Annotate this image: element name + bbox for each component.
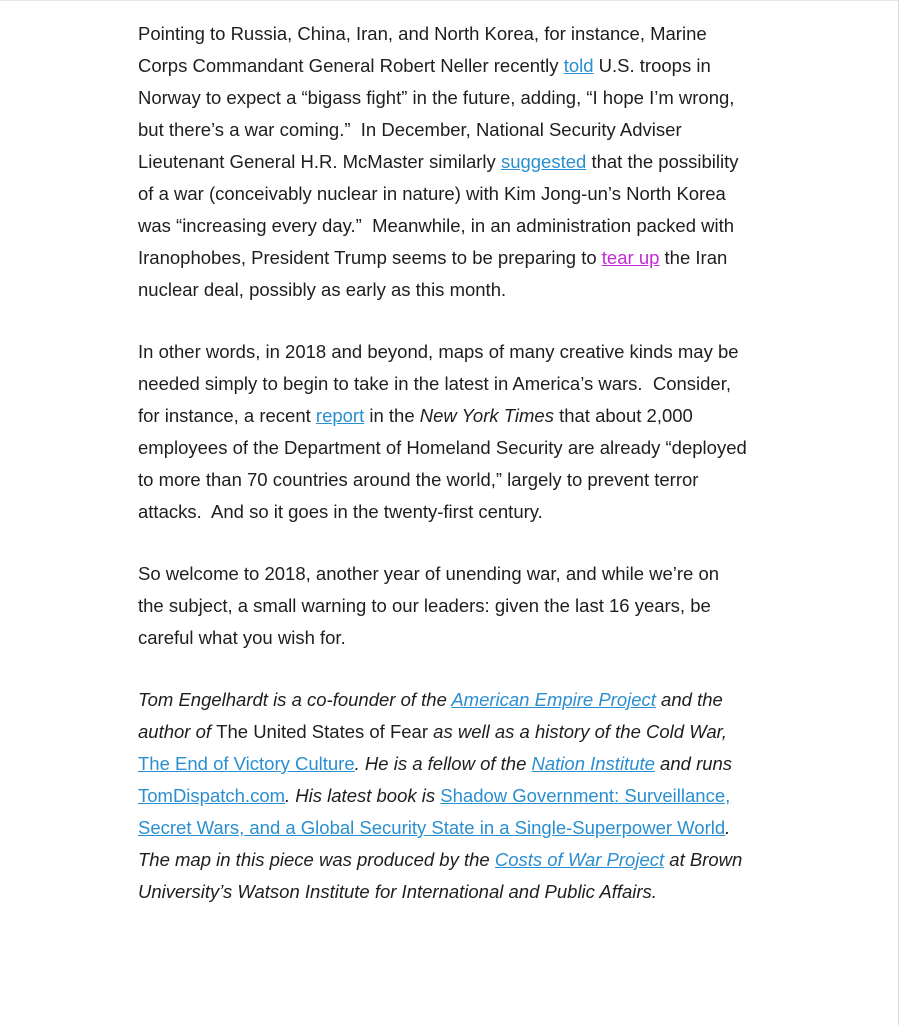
paragraph-text: that about 2,000 employees of the Department of Homeland Security are already “deployed to more than 70 countries around the world,” largely to prevent terror attacks. And so it goes in the twenty-first century.	[138, 405, 747, 522]
paragraph-text: U.S. troops in Norway to expect a “bigass fight” in the future, adding, “I hope I’m wrong, but there’s a war coming.” In December, National Security Adviser Lieutenant General H.R. McMaster similarly	[138, 55, 735, 172]
link-shadow-government[interactable]: Shadow Government: Surveillance, Secret Wars, and a Global Security State in a Single-Superpower World	[138, 785, 731, 838]
bio-text: Tom Engelhardt is a co-founder of the	[138, 689, 452, 710]
article-body	[138, 18, 748, 938]
bio-text: and runs	[654, 753, 733, 774]
paragraph-text: In other words, in 2018 and beyond, maps of many creative kinds may be needed simply to begin to take in the latest in America’s wars. Consider, for instance, a recent	[138, 341, 739, 426]
author-bio	[138, 684, 748, 908]
link-tear-up[interactable]: tear up	[601, 247, 660, 268]
link-suggested[interactable]: suggested	[500, 151, 587, 172]
bio-text: . The map in this piece was produced by the	[138, 817, 736, 870]
bio-text: as well as a history of the Cold War,	[428, 721, 727, 742]
link-told[interactable]: told	[563, 55, 594, 76]
paragraph-war-threats	[138, 18, 748, 306]
paragraph-maps	[138, 336, 748, 528]
paragraph-welcome-2018: So welcome to 2018, another year of unending war, and while we’re on the subject, a small warning to our leaders: given the last 16 years, be careful what you wish for.	[138, 563, 720, 648]
link-american-empire-project[interactable]: American Empire Project	[451, 689, 656, 710]
bio-text: . He is a fellow of the	[354, 753, 532, 774]
paragraph-text: Pointing to Russia, China, Iran, and North Korea, for instance, Marine Corps Commandant General Robert Neller recently	[138, 23, 707, 76]
publication-title: New York Times	[419, 405, 554, 426]
paragraph-text: that the possibility of a war (conceivably nuclear in nature) with Kim Jong-un’s North Korea was “increasing every day.” Meanwhile, in an administration packed with Iranophobes, President Trump seems to be preparing to	[138, 151, 739, 268]
link-end-of-victory-culture[interactable]: The End of Victory Culture	[138, 753, 355, 774]
bio-text: and the author of	[138, 689, 723, 742]
paragraph-text: in the	[364, 405, 420, 426]
book-title: The United States of Fear	[216, 721, 429, 742]
paragraph-text: the Iran nuclear deal, possibly as early as this month.	[138, 247, 728, 300]
link-costs-of-war-project[interactable]: Costs of War Project	[494, 849, 665, 870]
bio-text: . His latest book is	[285, 785, 441, 806]
bio-text: at Brown University’s Watson Institute for International and Public Affairs.	[138, 849, 743, 902]
link-nation-institute[interactable]: Nation Institute	[531, 753, 655, 774]
link-tomdispatch[interactable]: TomDispatch.com	[138, 785, 286, 806]
link-report[interactable]: report	[315, 405, 365, 426]
